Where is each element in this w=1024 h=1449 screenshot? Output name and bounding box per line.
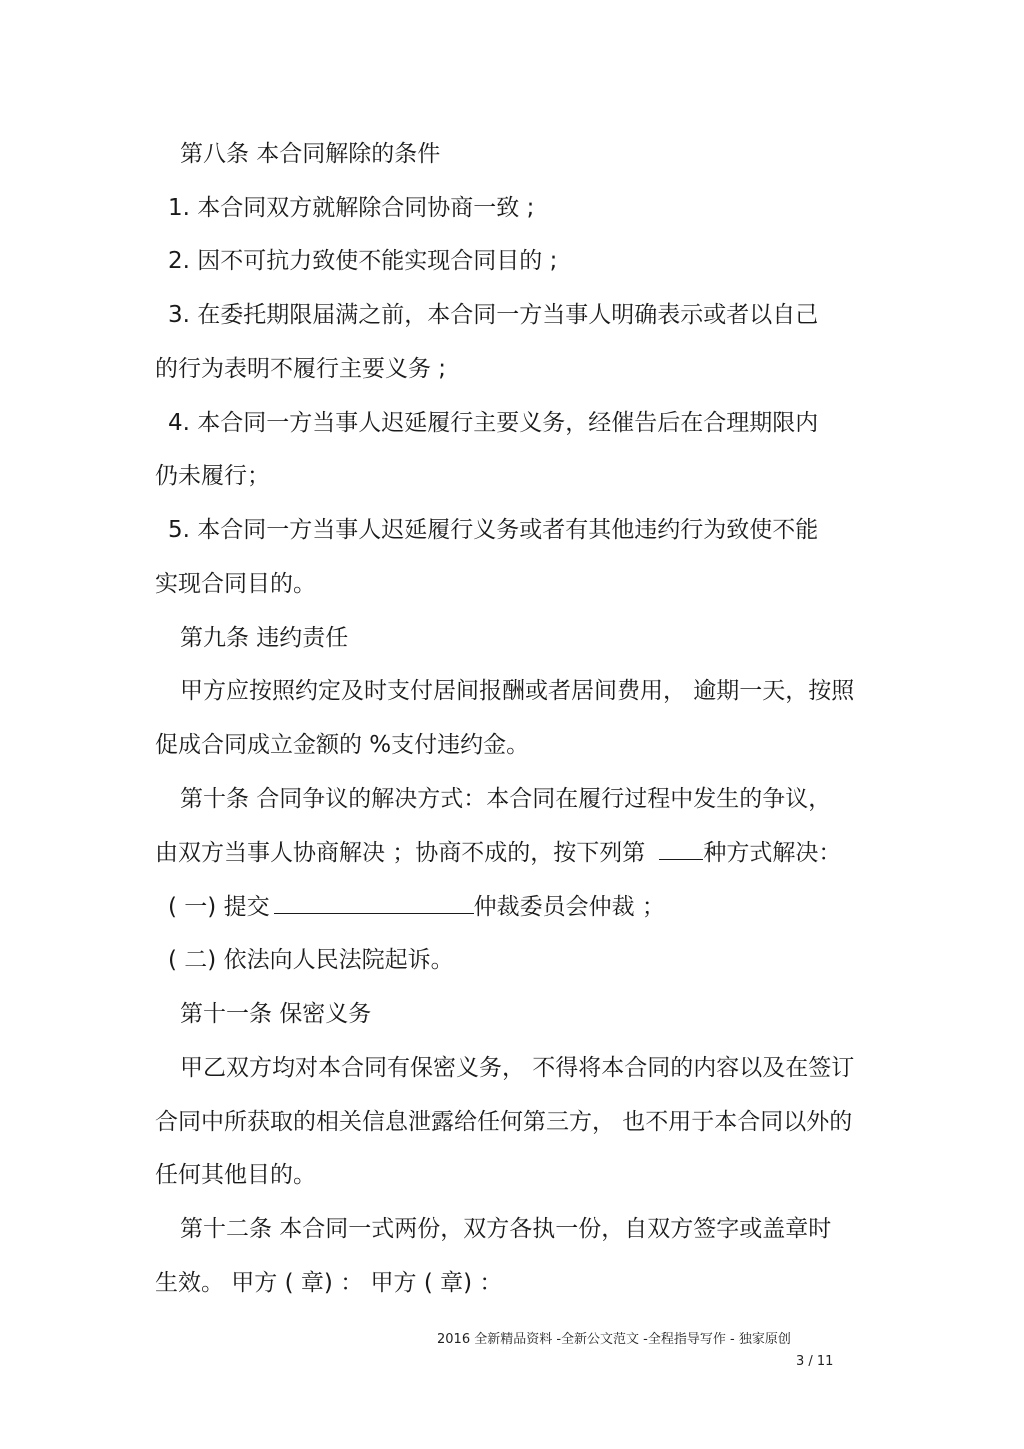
article-8-heading: 第八条 本合同解除的条件: [180, 141, 441, 167]
article-11-text: 甲乙双方均对本合同有保密义务， 不得将本合同的内容以及在签订: [180, 1055, 855, 1081]
article-11-text-cont-1: 合同中所获取的相关信息泄露给任何第三方， 也不用于本合同以外的: [155, 1109, 853, 1135]
article-9-heading: 第九条 违约责任: [180, 625, 349, 651]
article-10-text-b: 种方式解决：: [703, 840, 842, 866]
article-8-item-2: 2. 因不可抗力致使不能实现合同目的 ;: [168, 248, 558, 274]
article-11-text-cont-2: 任何其他目的。: [155, 1162, 316, 1188]
article-9-text: 甲方应按照约定及时支付居间报酬或者居间费用， 逾期一天，按照: [180, 678, 855, 704]
page-number: 3 / 11: [796, 1354, 834, 1369]
article-12-signature-line: 生效。 甲方 ( 章) ： 甲方 ( 章) ：: [155, 1270, 503, 1296]
arbitration-option-b: 仲裁委员会仲裁 ；: [473, 894, 665, 920]
method-number-blank: [659, 839, 703, 860]
article-8-item-4: 4. 本合同一方当事人迟延履行主要义务，经催告后在合理期限内: [168, 410, 819, 436]
article-8-item-5-cont: 实现合同目的。: [155, 571, 316, 597]
article-8-item-5: 5. 本合同一方当事人迟延履行义务或者有其他违约行为致使不能: [168, 517, 819, 543]
arbitration-option: [168, 892, 665, 922]
arbitration-committee-blank: [274, 893, 474, 914]
article-12-heading: 第十二条 本合同一式两份，双方各执一份，自双方签字或盖章时: [180, 1216, 832, 1242]
article-10-text: [155, 838, 841, 868]
article-9-text-cont: 促成合同成立金额的 %支付违约金。: [155, 732, 530, 758]
article-10-text-a: 由双方当事人协商解决 ；协商不成的，按下列第: [155, 840, 646, 866]
arbitration-option-a: ( 一) 提交: [168, 894, 270, 920]
article-8-item-4-cont: 仍未履行；: [155, 463, 270, 489]
article-8-item-3: 3. 在委托期限届满之前，本合同一方当事人明确表示或者以自己: [168, 302, 819, 328]
litigation-option: ( 二) 依法向人民法院起诉。: [168, 947, 454, 973]
article-8-item-3-cont: 的行为表明不履行主要义务 ;: [155, 356, 447, 382]
article-11-heading: 第十一条 保密义务: [180, 1001, 372, 1027]
footer-tagline: 2016 全新精品资料 -全新公文范文 -全程指导写作 - 独家原创: [437, 1332, 791, 1347]
article-10-heading: 第十条 合同争议的解决方式：本合同在履行过程中发生的争议，: [180, 786, 832, 812]
article-8-item-1: 1. 本合同双方就解除合同协商一致 ;: [168, 195, 535, 221]
